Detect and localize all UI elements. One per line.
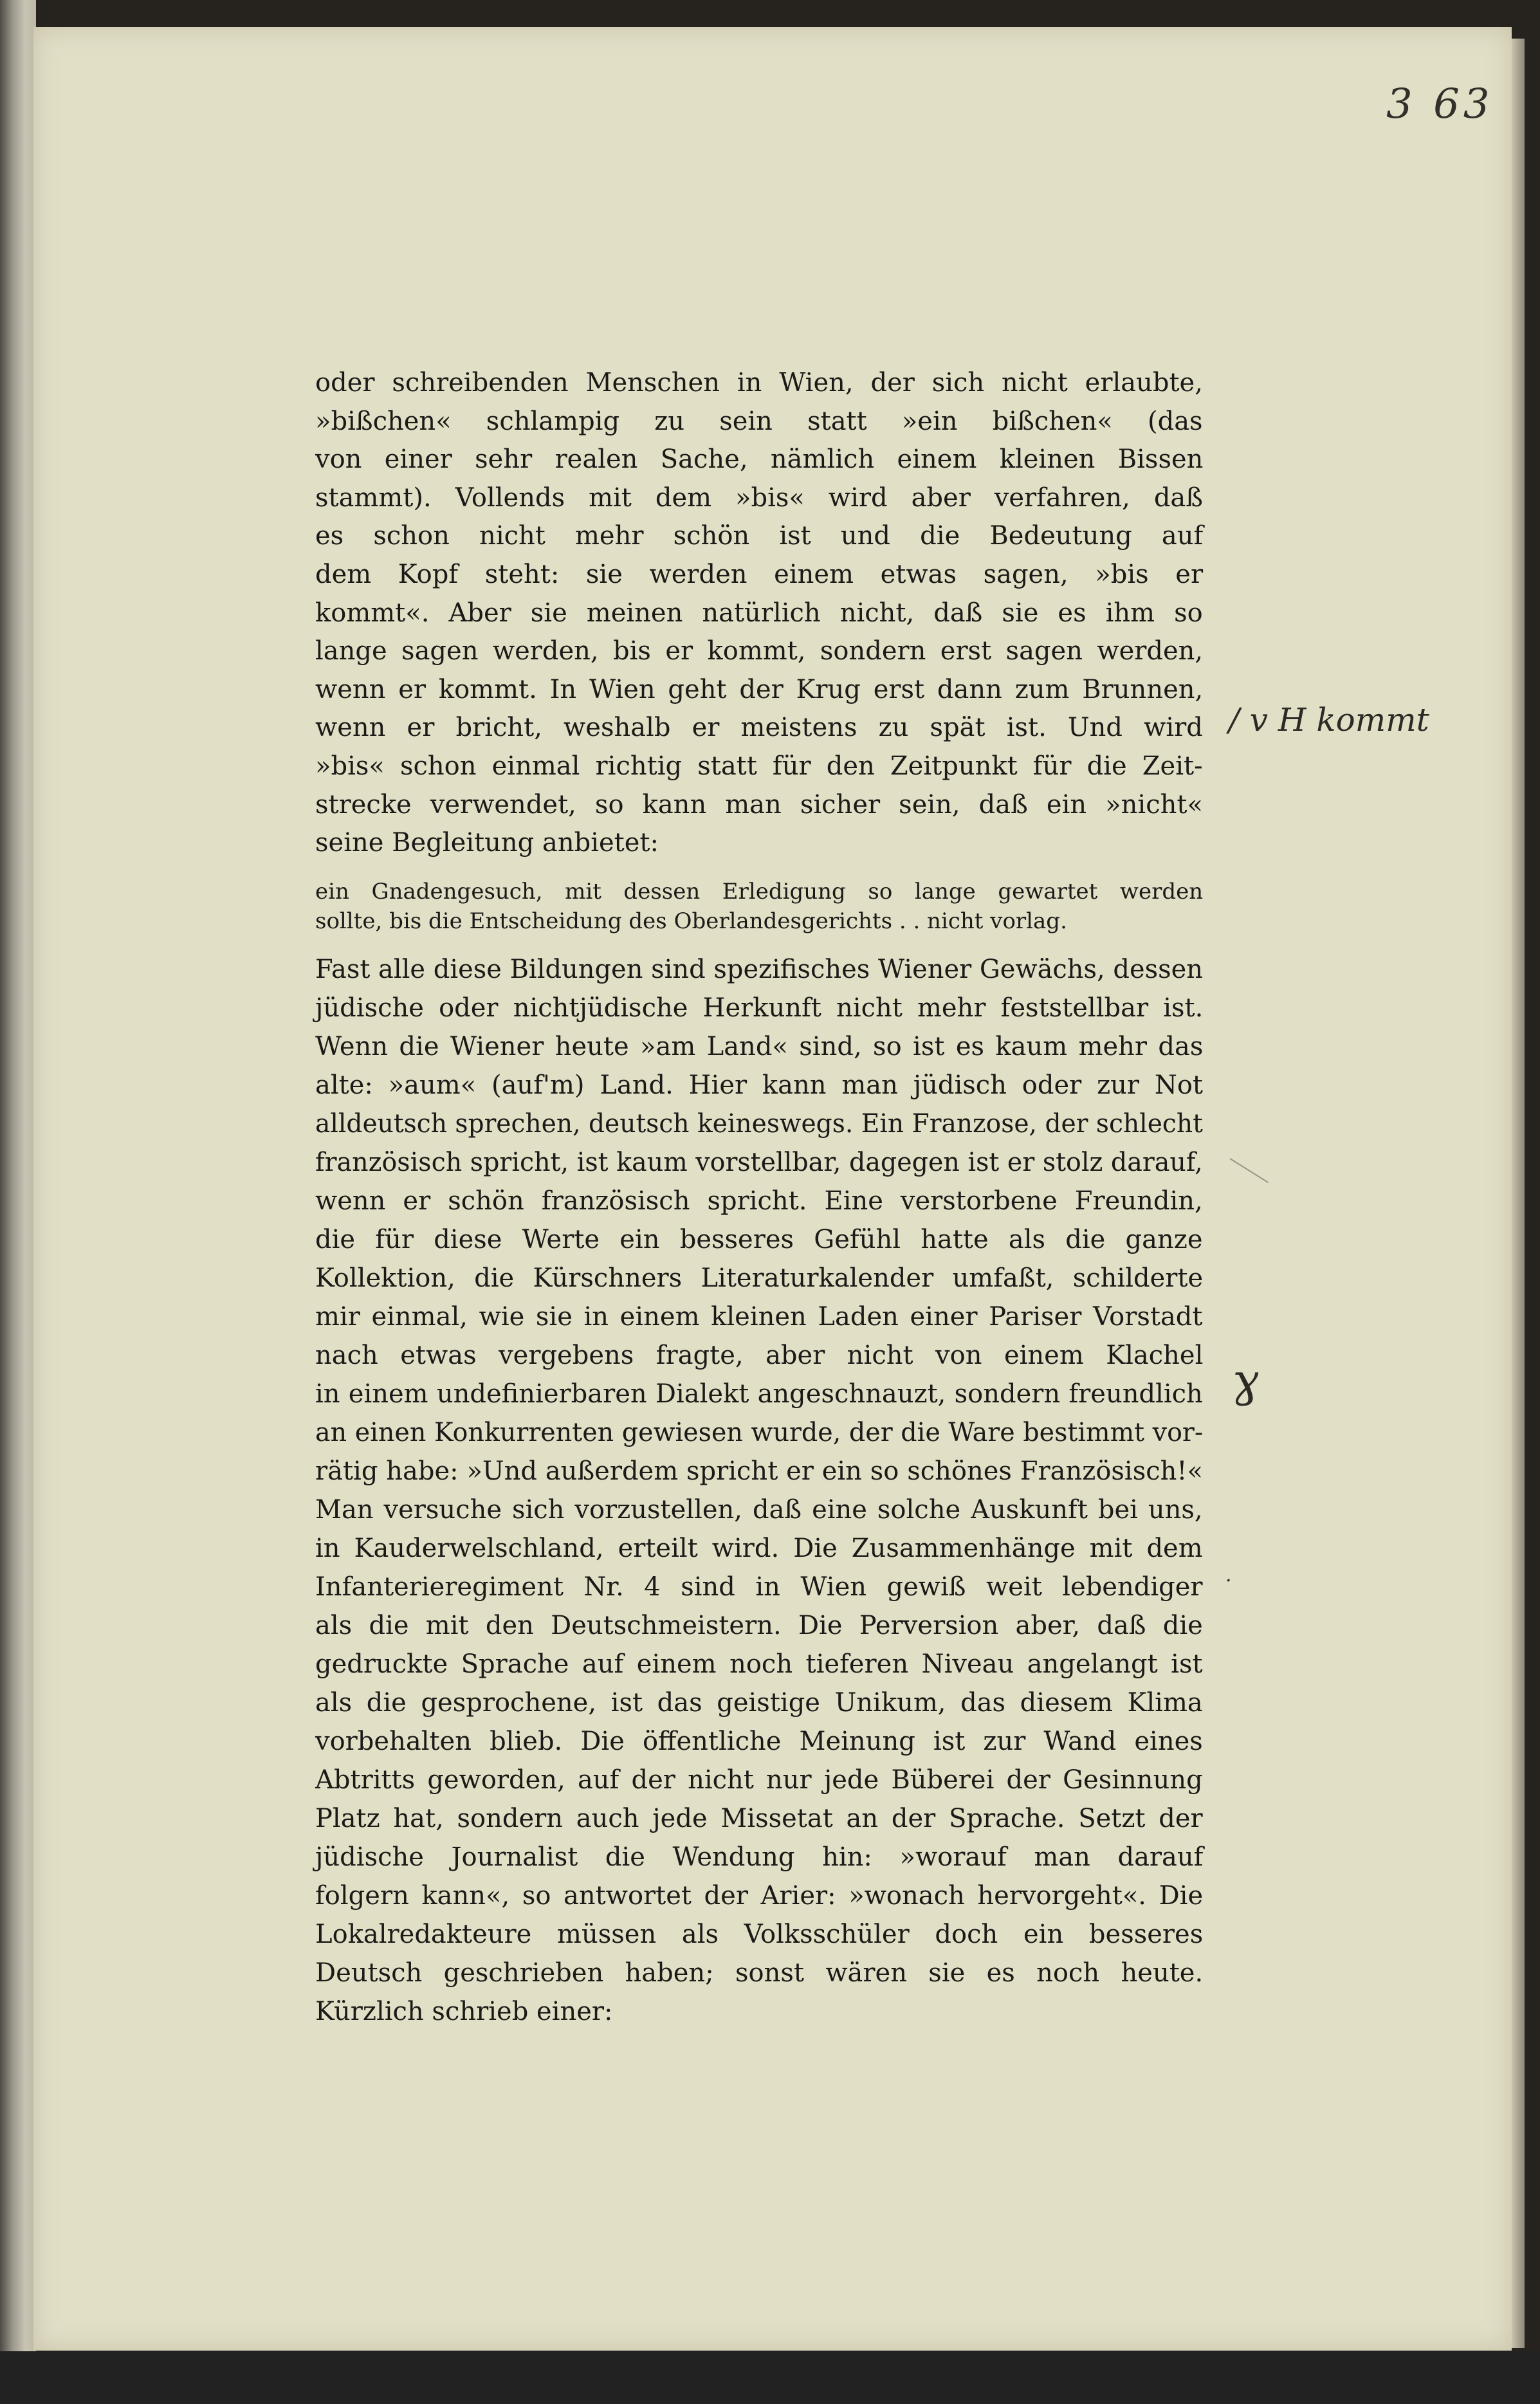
- text-line: Kürzlich schrieb einer:: [315, 1997, 613, 2026]
- text-line: strecke verwendet, so kann man sicher sein, daß ein »nicht«: [315, 789, 1203, 820]
- text-line: wenn er kommt. In Wien geht der Krug erst dann zum Brunnen,: [315, 674, 1204, 704]
- text-line: als die gesprochene, ist das geistige Unikum, das diesem Klima: [315, 1688, 1203, 1718]
- text-line: »bis« schon einmal richtig statt für den Zeitpunkt für die Zeit-: [315, 751, 1203, 781]
- text-line: in einem undefinierbaren Dialekt angeschnauzt, sondern freundlich: [315, 1379, 1203, 1409]
- text-line: folgern kann«, so antwortet der Arier: »wonach hervorgeht«. Die: [315, 1881, 1204, 1911]
- text-line: oder schreibenden Menschen in Wien, der sich nicht erlaubte,: [315, 368, 1203, 398]
- text-line: Man versuche sich vorzustellen, daß eine solche Auskunft bei uns,: [315, 1495, 1203, 1525]
- text-line: wenn er bricht, weshalb er meistens zu spät ist. Und wird: [315, 713, 1203, 743]
- text-line: mir einmal, wie sie in einem kleinen Laden einer Pariser Vorstadt: [315, 1302, 1203, 1332]
- text-line: jüdische oder nichtjüdische Herkunft nicht mehr feststellbar ist.: [315, 993, 1204, 1023]
- scan-background: [0, 2351, 1540, 2404]
- paragraph-2: [315, 950, 1203, 2031]
- text-line: Infanterieregiment Nr. 4 sind in Wien gewiß weit lebendiger: [315, 1572, 1203, 1602]
- text-line: seine Begleitung anbietet:: [315, 828, 659, 858]
- text-line: die für diese Werte ein besseres Gefühl hatte als die ganze: [315, 1225, 1203, 1254]
- text-line: lange sagen werden, bis er kommt, sondern erst sagen werden,: [315, 636, 1204, 666]
- text-line: es schon nicht mehr schön ist und die Bedeutung auf: [315, 521, 1204, 551]
- text-line: kommt«. Aber sie meinen natürlich nicht, daß sie es ihm so: [315, 598, 1203, 628]
- page-edge: [1512, 39, 1525, 2348]
- text-line: stammt). Vollends mit dem »bis« wird aber verfahren, daß: [315, 482, 1203, 513]
- book-binding: [0, 0, 36, 2404]
- text-line: Fast alle diese Bildungen sind spezifisches Wiener Gewächs, dessen: [315, 955, 1203, 984]
- text-line: Wenn die Wiener heute »am Land« sind, so ist es kaum mehr das: [315, 1032, 1204, 1061]
- text-line: rätig habe: »Und außerdem spricht er ein so schönes Französisch!«: [315, 1456, 1203, 1486]
- margin-note-dot: ·: [1225, 1570, 1232, 1592]
- text-line: als die mit den Deutschmeistern. Die Perversion aber, daß die: [315, 1611, 1203, 1640]
- paragraph-1: [315, 364, 1203, 863]
- text-line: gedruckte Sprache auf einem noch tieferen Niveau angelangt ist: [315, 1649, 1203, 1679]
- quote-line: ein Gnadengesuch, mit dessen Erledigung so lange gewartet werden: [315, 879, 1204, 904]
- text-line: jüdische Journalist die Wendung hin: »worauf man darauf: [315, 1842, 1204, 1872]
- text-line: von einer sehr realen Sache, nämlich einem kleinen Bissen: [315, 445, 1204, 475]
- text-line: Deutsch geschrieben haben; sonst wären sie es noch heute.: [315, 1958, 1204, 1988]
- text-line: vorbehalten blieb. Die öffentliche Meinung ist zur Wand eines: [315, 1727, 1203, 1756]
- text-line: »bißchen« schlampig zu sein statt »ein bißchen« (das: [315, 406, 1203, 436]
- text-line: französisch spricht, ist kaum vorstellbar, dagegen ist er stolz darauf,: [315, 1148, 1203, 1177]
- text-line: nach etwas vergebens fragte, aber nicht von einem Klachel: [315, 1341, 1204, 1370]
- text-line: Lokalredakteure müssen als Volksschüler doch ein besseres: [315, 1920, 1204, 1949]
- text-line: Kollektion, die Kürschners Literaturkalender umfaßt, schilderte: [315, 1263, 1204, 1293]
- text-line: in Kauderwelschland, erteilt wird. Die Zusammenhänge mit dem: [315, 1534, 1203, 1563]
- margin-note-correction: / v H kommt: [1229, 701, 1429, 739]
- text-line: dem Kopf steht: sie werden einem etwas sagen, »bis er: [315, 559, 1204, 589]
- text-line: alte: »aum« (auf'm) Land. Hier kann man jüdisch oder zur Not: [315, 1070, 1204, 1100]
- margin-note-deletion-mark: ɣ: [1232, 1354, 1259, 1407]
- text-line: wenn er schön französisch spricht. Eine verstorbene Freundin,: [315, 1186, 1203, 1216]
- quote-line: sollte, bis die Entscheidung des Oberlandesgerichts . . nicht vorlag.: [315, 908, 1067, 934]
- block-quote: [315, 877, 1203, 936]
- folio-number: 3 63: [1386, 80, 1494, 128]
- text-line: alldeutsch sprechen, deutsch keineswegs. Ein Franzose, der schlecht: [315, 1109, 1203, 1139]
- text-line: an einen Konkurrenten gewiesen wurde, der die Ware bestimmt vor-: [315, 1418, 1204, 1447]
- text-line: Platz hat, sondern auch jede Missetat an der Sprache. Setzt der: [315, 1804, 1203, 1833]
- text-line: Abtritts geworden, auf der nicht nur jede Büberei der Gesinnung: [315, 1765, 1203, 1795]
